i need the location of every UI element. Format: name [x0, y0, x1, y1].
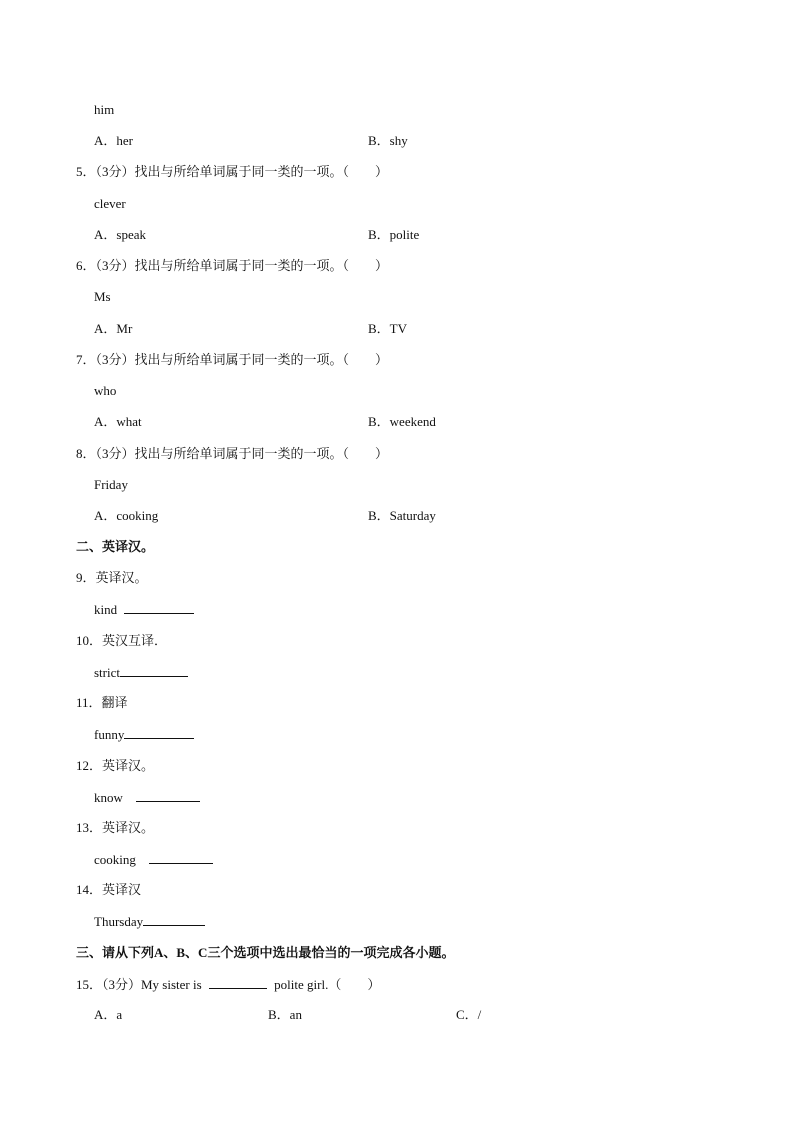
- question-15-stem-prefix: 15．（3分）My sister is: [76, 977, 202, 992]
- option-b: B．shy: [368, 133, 408, 148]
- question-13-word: cooking: [94, 852, 136, 867]
- given-word: him: [94, 102, 115, 117]
- question-15-stem: [76, 976, 380, 993]
- question-7-option-b: B．weekend: [368, 414, 436, 429]
- question-6-option-b: B．TV: [368, 321, 408, 336]
- question-14-line: [94, 913, 205, 930]
- section-3-title: 三、请从下列A、B、C三个选项中选出最恰当的一项完成各小题。: [76, 945, 455, 960]
- question-15-option-b: B．an: [268, 1007, 302, 1022]
- question-9-word: kind: [94, 602, 118, 617]
- question-5-word: clever: [94, 196, 126, 211]
- question-8-word: Friday: [94, 477, 128, 492]
- section-2-title: 二、英译汉。: [76, 539, 155, 554]
- question-7-stem: 7．（3分）找出与所给单词属于同一类的一项。（ ）: [76, 352, 389, 367]
- question-10-stem: 10．英汉互译．: [76, 633, 168, 648]
- question-6-option-a: A．Mr: [94, 321, 133, 336]
- question-11-word: funny: [94, 727, 125, 742]
- question-8-option-b: B．Saturday: [368, 508, 436, 523]
- question-10-line: [94, 664, 188, 681]
- question-14-word: Thursday: [94, 914, 144, 929]
- question-5-option-b: B．polite: [368, 227, 420, 242]
- question-6-word: Ms: [94, 289, 111, 304]
- answer-blank[interactable]: [143, 913, 205, 926]
- question-8-stem: 8．（3分）找出与所给单词属于同一类的一项。（ ）: [76, 446, 389, 461]
- question-6-stem: 6．（3分）找出与所给单词属于同一类的一项。（ ）: [76, 258, 389, 273]
- question-11-line: [94, 726, 194, 743]
- answer-blank[interactable]: [209, 976, 267, 989]
- answer-blank[interactable]: [120, 664, 188, 677]
- question-15-option-a: A．a: [94, 1007, 123, 1022]
- question-9-stem: 9．英译汉。: [76, 570, 148, 585]
- question-15-stem-suffix: polite girl.（ ）: [274, 977, 381, 992]
- option-a: A．her: [94, 133, 133, 148]
- question-12-stem: 12．英译汉。: [76, 758, 155, 773]
- question-7-word: who: [94, 383, 117, 398]
- question-10-word: strict: [94, 665, 120, 680]
- answer-blank[interactable]: [124, 726, 194, 739]
- question-13-stem: 13．英译汉。: [76, 820, 155, 835]
- question-7-option-a: A．what: [94, 414, 142, 429]
- question-5-stem: 5．（3分）找出与所给单词属于同一类的一项。（ ）: [76, 164, 389, 179]
- question-15-option-c: C．/: [456, 1007, 482, 1022]
- answer-blank[interactable]: [124, 601, 194, 614]
- question-14-stem: 14．英译汉: [76, 882, 142, 897]
- question-12-line: [94, 789, 200, 806]
- question-9-line: [94, 601, 194, 618]
- answer-blank[interactable]: [149, 851, 213, 864]
- question-8-option-a: A．cooking: [94, 508, 159, 523]
- question-5-option-a: A．speak: [94, 227, 146, 242]
- question-12-word: know: [94, 790, 123, 805]
- answer-blank[interactable]: [136, 789, 200, 802]
- question-11-stem: 11．翻译: [76, 695, 128, 710]
- question-13-line: [94, 851, 213, 868]
